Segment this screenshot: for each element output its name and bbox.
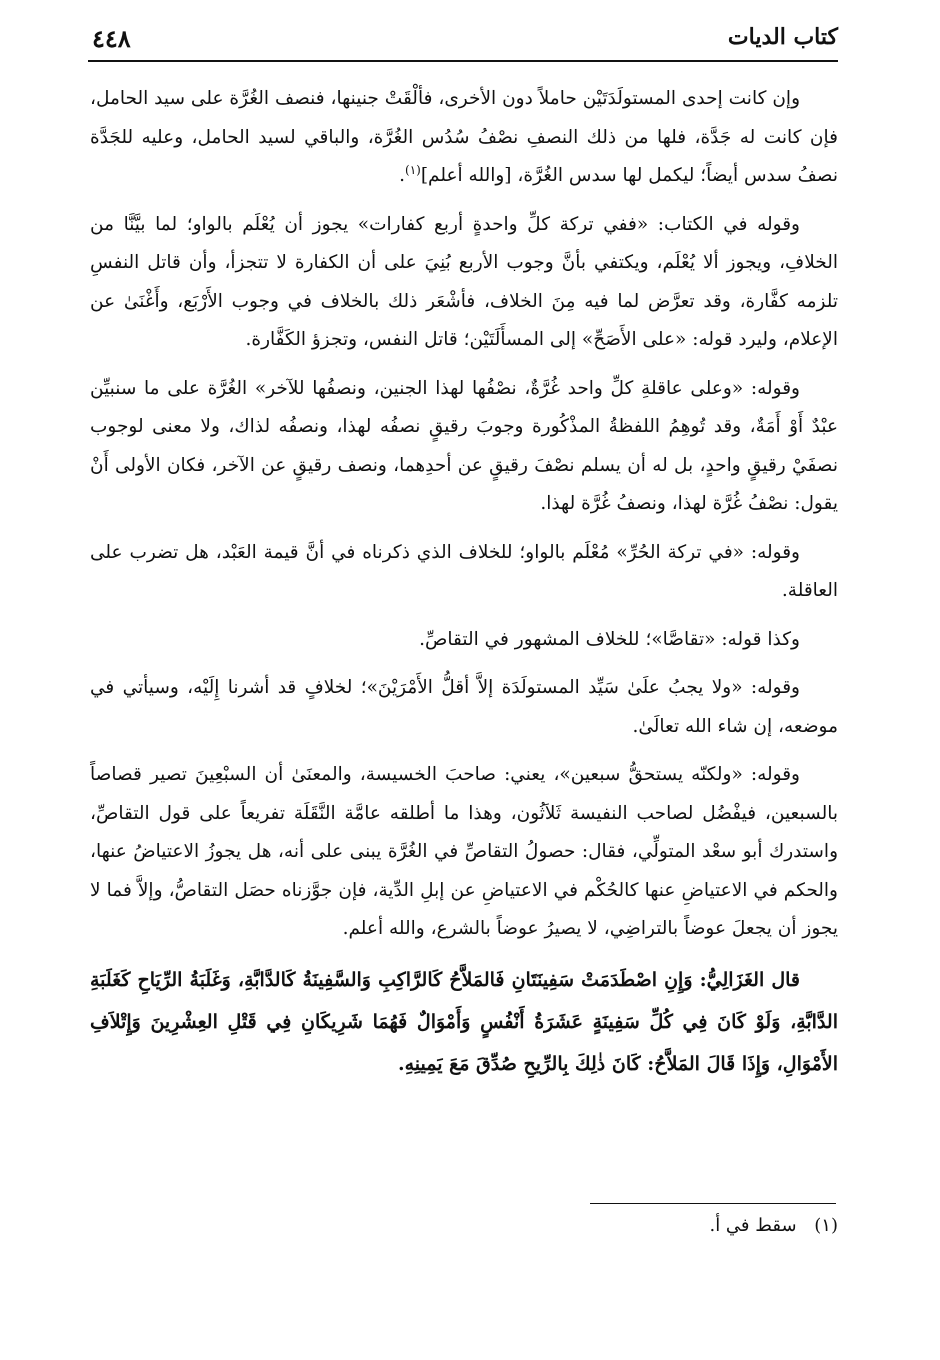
header-rule bbox=[88, 60, 838, 62]
footnote-reference: (١) bbox=[405, 162, 421, 177]
paragraph-text: وقوله: «وعلى عاقلةِ كلِّ واحد غُرَّةٌ، نصْفُها لهذا الجنين، ونصفُها للآخر» الغُرَّة على ما سنبيِّن عبْدٌ أَوْ أَمَةٌ، وقد تُوهِمُ اللفظةُ المذْكُورة وجوبَ رقيقٍ نصفُه لهذا، ونصفُه لذاك، ولا معنى لوجوب نصفَيْ رقيقٍ واحدٍ، بل له أن يسلم نصْفَ رقيقٍ عن أحدِهما، ونصف رقيقٍ عن الآخر، فكان الأولى أَنْ يقول: نصْفُ غُرَّة لهذا، ونصفُ غُرَّة لهذا. bbox=[90, 377, 838, 514]
paragraph-text: وكذا قوله: «تقاصَّا»؛ للخلاف المشهور في التقاصِّ. bbox=[419, 628, 800, 650]
paragraph-text: وقوله في الكتاب: «ففي تركة كلِّ واحدةٍ أربع كفارات» يجوز أن يُعْلَم بالواو؛ لما بيَّنَّا من الخلافِ، ويجوز ألا يُعْلَم، ويكتفي بأنَّ وجوب الأربع بُنِيَ على أن الكفارة لا تتجزأ، وأن قاتل النفسِ تلزمه كفَّارة، وقد تعرَّض لما فيه مِنَ الخلاف، فأشْعَر ذلك بالخلاف في وجوب الأَرْبَع، وأَغْنَىٰ عن الإعلام، وليرد قوله: «على الأَصَحِّ» إلى المسأَلَتَيْن؛ قاتل النفس، وتجزؤ الكَفَّارة. bbox=[90, 213, 838, 350]
paragraph bbox=[90, 80, 838, 196]
paragraph bbox=[90, 206, 838, 360]
paragraph-text: قال الغَزَالِيُّ: وَإِنِ اصْطَدَمَتْ سَفِينَتَانِ فَالمَلاَّحُ كَالرَّاكِبِ وَالسَّفِينَةُ كَالدَّابَّةِ، وَغَلَبَةُ الرِّيَاحِ كَغَلَبَةِ الدَّابَّةِ، وَلَوْ كَانَ فِي كُلِّ سَفِينَةٍ عَشَرَةُ أَنْفُسٍ وَأَمْوَالٌ فَهُمَا شَرِيكَانِ فِي قَتْلِ العِشْرِينَ وَإِتْلاَفِ الأَمْوَالِ، وَإِذَا قَالَ المَلاَّحُ: كَانَ ذٰلِكَ بِالرِّيحِ صُدِّقَ مَعَ يَمِينِهِ. bbox=[90, 968, 838, 1075]
page-header bbox=[92, 18, 838, 58]
footnote bbox=[709, 1215, 838, 1236]
body-text bbox=[90, 80, 838, 1095]
paragraph bbox=[90, 621, 838, 660]
paragraph-text: وقوله: «في تركة الحُرِّ» مُعْلَم بالواو؛ للخلاف الذي ذكرناه في أنَّ قيمة العَبْد، هل تضرب على العاقلة. bbox=[90, 541, 838, 601]
paragraph-tail: . bbox=[399, 165, 406, 186]
paragraph-text: وقوله: «ولا يجبُ علَىٰ سَيِّد المستولَدَة إلاَّ أقلُّ الأَمْرَيْنَ»؛ لخلافٍ قد أشرنا إِلَيْه، وسيأتي في موضعه، إن شاء الله تعالَىٰ. bbox=[90, 677, 838, 737]
paragraph bbox=[90, 756, 838, 949]
paragraph-text: وقوله: «ولكنّه يستحقُّ سبعين»، يعني: صاحبَ الخسيسة، والمعنَىٰ أن السبْعِينَ تصير قصاصاً بالسبعين، فيفْضُل لصاحب النفيسة ثَلاَثُون، وهذا ما أطلقه عامَّة النَّقَلَة تفريعاً على قول التقاصِّ، واستدرك أبو سعْد المتولِّي، فقال: حصولُ التقاصِّ في الغُرَّة يبنى على أنه، هل يجوزُ الاعتياضُ عنها، والحكم في الاعتياضِ عنها كالحُكْم في الاعتياضِ عن إبلِ الدِّية، فإن جوَّزناه حصَل التقاصُّ، وإلاَّ فما لا يجوز أن يجعلَ عوضاً بالتراضِي، لا يصيرُ عوضاً بالشرع، والله أعلم. bbox=[90, 764, 838, 939]
footnote-text: سقط في أ. bbox=[709, 1215, 797, 1236]
paragraph bbox=[90, 370, 838, 524]
paragraph-text: وإن كانت إحدى المستولَدَتَيْن حاملاً دون الأخرى، فألْقَتْ جنينها، فنصف الغُرَّة على سيد الحامل، فإن كانت له جَدَّة، فلها من ذلك النصفِ نصْفُ سُدُس الغُرَّة، والباقي لسيد الحامل، وعليه للجَدَّة نصفُ سدس أيضاً؛ ليكمل لها سدس الغُرَّة، [والله أعلم] bbox=[90, 88, 838, 186]
quoted-matn-paragraph bbox=[90, 959, 838, 1085]
paragraph bbox=[90, 669, 838, 746]
paragraph bbox=[90, 534, 838, 611]
running-head: كتاب الديات bbox=[727, 24, 838, 50]
footnote-number: (١) bbox=[814, 1215, 838, 1236]
page-number: ٤٤٨ bbox=[92, 24, 131, 53]
footnote-rule bbox=[590, 1203, 836, 1204]
